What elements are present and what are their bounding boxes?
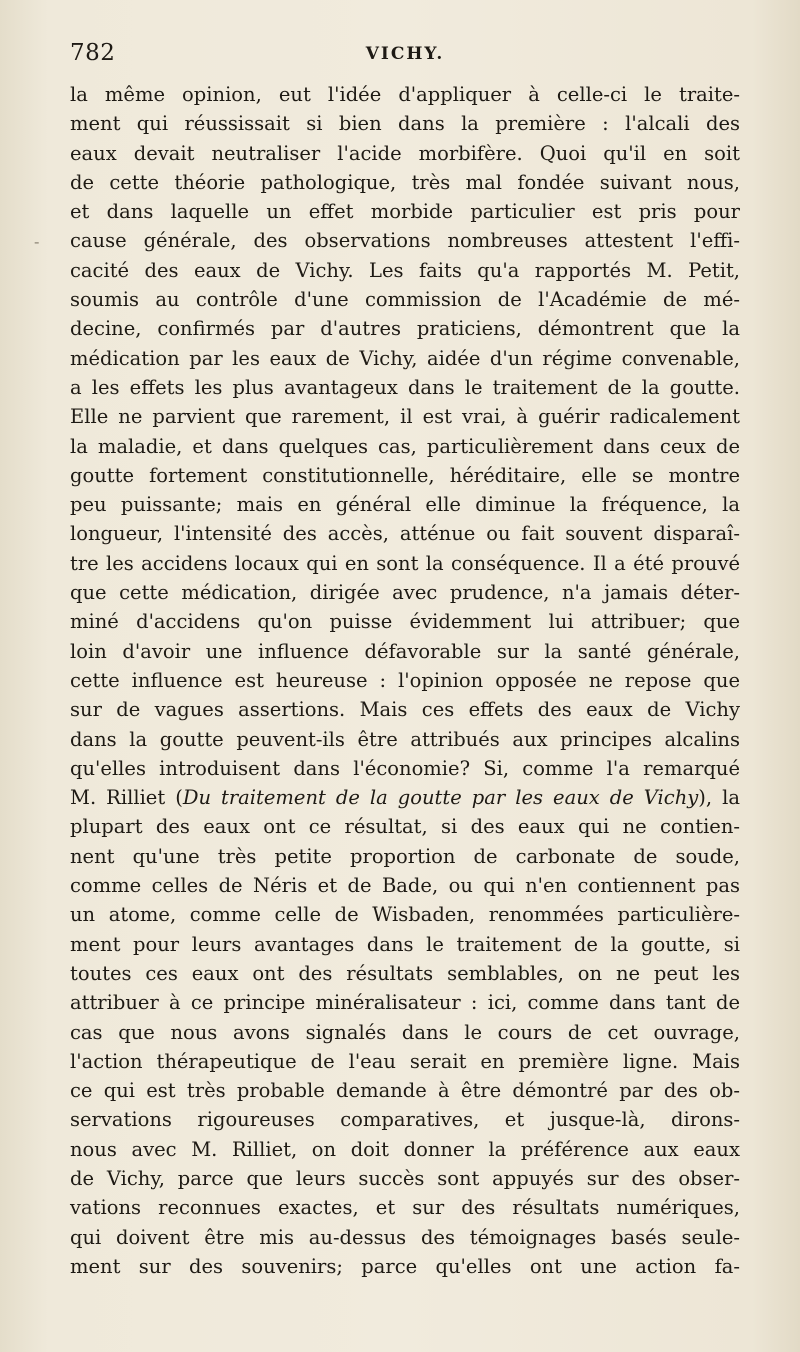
text-line: de cette théorie pathologique, très mal fondée suivant nous,: [70, 170, 740, 194]
text-line: nous avec M. Rilliet, on doit donner la préférence aux eaux: [70, 1137, 740, 1161]
text-line: cas que nous avons signalés dans le cours de cet ouvrage,: [70, 1020, 740, 1044]
citation-before: M. Rilliet (: [70, 786, 183, 810]
text-line: médication par les eaux de Vichy, aidée d'un régime convenable,: [70, 346, 740, 370]
text-line: qu'elles introduisent dans l'économie? Si, comme l'a remarqué: [70, 756, 740, 780]
text-line: Elle ne parvient que rarement, il est vrai, à guérir radicalement: [70, 405, 740, 429]
text-line: la même opinion, eut l'idée d'appliquer à celle-ci le traite-: [70, 83, 740, 106]
text-line: cette influence est heureuse : l'opinion opposée ne repose que: [70, 668, 740, 692]
margin-dash: -: [34, 232, 40, 251]
text-line: soumis au contrôle d'une commission de l'Académie de mé-: [70, 288, 740, 312]
text-line: la maladie, et dans quelques cas, particulièrement dans ceux de: [70, 434, 740, 458]
text-line: vations reconnues exactes, et sur des résultats numériques,: [70, 1196, 740, 1220]
text-line: toutes ces eaux ont des résultats semblables, on ne peut les: [70, 961, 740, 985]
text-line: dans la goutte peuvent-ils être attribués aux principes alcalins: [70, 727, 740, 751]
text-line: attribuer à ce principe minéralisateur : ici, comme dans tant de: [70, 991, 740, 1015]
text-line: decine, confirmés par d'autres praticiens, démontrent que la: [70, 317, 740, 341]
text-line: qui doivent être mis au-dessus des témoignages basés seule-: [70, 1225, 740, 1249]
text-line: servations rigoureuses comparatives, et jusque-là, dirons-: [70, 1108, 740, 1132]
page-header: [70, 40, 740, 70]
running-head: VICHY.: [365, 44, 445, 64]
text-line: ment sur des souvenirs; parce qu'elles ont une action fa-: [70, 1254, 740, 1278]
text-line: sur de vagues assertions. Mais ces effets des eaux de Vichy: [70, 698, 740, 722]
text-line: cause générale, des observations nombreuses attestent l'effi-: [70, 229, 740, 253]
text-line: a les effets les plus avantageux dans le traitement de la goutte.: [70, 375, 740, 399]
text-line: loin d'avoir une influence défavorable sur la santé générale,: [70, 639, 740, 663]
text-line: cacité des eaux de Vichy. Les faits qu'a rapportés M. Petit,: [70, 258, 740, 282]
text-line: plupart des eaux ont ce résultat, si des eaux qui ne contien-: [70, 815, 740, 839]
text-line: et dans laquelle un effet morbide particulier est pris pour: [70, 200, 740, 224]
citation-after: ), la: [698, 786, 740, 810]
text-line: un atome, comme celle de Wisbaden, renommées particulière-: [70, 903, 740, 927]
text-line: tre les accidens locaux qui en sont la conséquence. Il a été prouvé: [70, 551, 740, 575]
citation-line: [70, 783, 740, 812]
text-line: nent qu'une très petite proportion de carbonate de soude,: [70, 844, 740, 868]
text-line: goutte fortement constitutionnelle, héréditaire, elle se montre: [70, 463, 740, 487]
text-line: l'action thérapeutique de l'eau serait en première ligne. Mais: [70, 1049, 740, 1073]
text-line: comme celles de Néris et de Bade, ou qui n'en contiennent pas: [70, 874, 740, 898]
text-line: que cette médication, dirigée avec prudence, n'a jamais déter-: [70, 581, 740, 605]
text-line: longueur, l'intensité des accès, atténue ou fait souvent disparaî-: [70, 522, 740, 546]
page-number: 782: [70, 40, 116, 66]
cited-work-title: Du traitement de la goutte par les eaux de Vichy: [182, 786, 699, 810]
text-line: ce qui est très probable demande à être démontré par des ob-: [70, 1079, 740, 1103]
body-text: [70, 80, 740, 1281]
text-line: de Vichy, parce que leurs succès sont appuyés sur des obser-: [70, 1166, 740, 1190]
text-line: eaux devait neutraliser l'acide morbifère. Quoi qu'il en soit: [70, 141, 740, 165]
text-line: peu puissante; mais en général elle diminue la fréquence, la: [70, 493, 740, 517]
text-line: miné d'accidens qu'on puisse évidemment lui attribuer; que: [70, 610, 740, 634]
text-line: ment qui réussissait si bien dans la première : l'alcali des: [70, 112, 740, 136]
text-line: ment pour leurs avantages dans le traitement de la goutte, si: [70, 932, 740, 956]
